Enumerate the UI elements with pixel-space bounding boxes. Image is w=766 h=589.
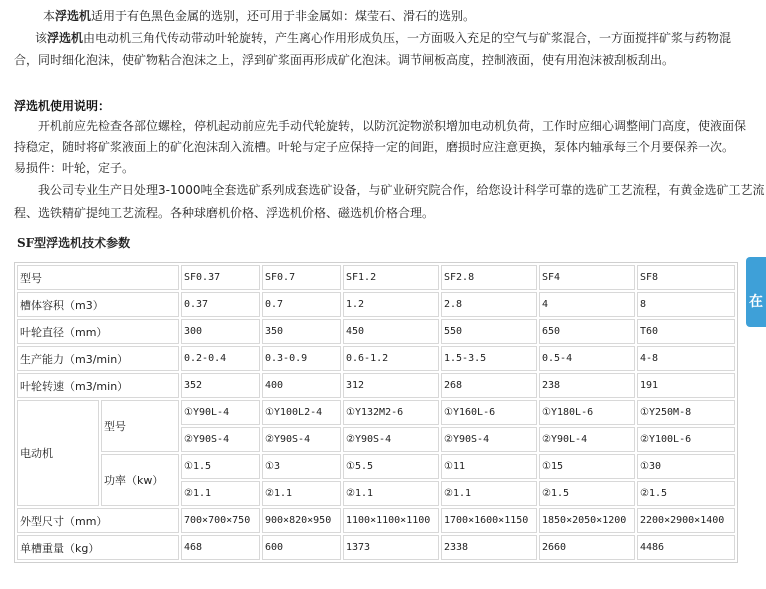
- intro2-keyword: 浮选机: [47, 31, 84, 45]
- intro-paragraph-2-line1: [35, 27, 731, 49]
- table-cell: 400: [262, 373, 341, 398]
- table-cell: 650: [539, 319, 635, 344]
- table-cell: 4-8: [637, 346, 735, 371]
- usage-spare-parts: 易损件：叶轮，定子。: [14, 161, 135, 175]
- table-row: [17, 265, 735, 290]
- usage-line-2: 持稳定，随时将矿浆液面上的矿化泡沫刮入流槽。叶轮与定子应保持一定的间距，磨损时应注意更换，泵体内轴承每三个月要保养一次。: [14, 140, 735, 154]
- table-cell: SF1.2: [343, 265, 439, 290]
- table-cell: 700×700×750: [181, 508, 260, 533]
- table-cell: ②1.1: [343, 481, 439, 506]
- table-row: [17, 454, 735, 479]
- weight-label: 单槽重量（kg）: [17, 535, 179, 560]
- table-row: [17, 508, 735, 533]
- table-cell: 2660: [539, 535, 635, 560]
- company-line-2: 程、选铁精矿提纯工艺流程。各种球磨机价格、浮选机价格、磁选机价格合理。: [14, 206, 435, 220]
- table-cell: 900×820×950: [262, 508, 341, 533]
- table-row: [17, 373, 735, 398]
- intro-paragraph-2-line2: 合，同时细化泡沫，使矿物粘合泡沫之上，浮到矿浆面再形成矿化泡沫。调节闸板高度，控制液面，使有用泡沫被刮板刮出。: [14, 53, 675, 67]
- table-cell: SF8: [637, 265, 735, 290]
- table-cell: ②Y90S-4: [343, 427, 439, 452]
- intro2-text: 由电动机三角代传动带动叶轮旋转，产生离心作用形成负压，一方面吸入充足的空气与矿浆混合，一方面搅拌矿浆与药物混: [83, 31, 732, 45]
- table-cell: 1100×1100×1100: [343, 508, 439, 533]
- table-cell: 0.6-1.2: [343, 346, 439, 371]
- intro-prefix: 本: [43, 9, 56, 23]
- table-row: [17, 535, 735, 560]
- table-cell: ②Y100L-6: [637, 427, 735, 452]
- table-cell: ②1.1: [181, 481, 260, 506]
- online-service-tab-label: 在: [749, 294, 763, 310]
- impeller-dia-label: 叶轮直径（mm）: [17, 319, 179, 344]
- table-cell: ①3: [262, 454, 341, 479]
- table-cell: ②1.1: [441, 481, 537, 506]
- table-cell: 1850×2050×1200: [539, 508, 635, 533]
- table-cell: ①5.5: [343, 454, 439, 479]
- model-label: 型号: [17, 265, 179, 290]
- motor-label: 电动机: [17, 400, 99, 506]
- table-cell: 4: [539, 292, 635, 317]
- table-cell: 2200×2900×1400: [637, 508, 735, 533]
- table-cell: ②Y90S-4: [441, 427, 537, 452]
- volume-label: 槽体容积（m3）: [17, 292, 179, 317]
- table-cell: 0.37: [181, 292, 260, 317]
- spec-table: [14, 262, 738, 563]
- table-cell: ②Y90L-4: [539, 427, 635, 452]
- table-cell: ②1.1: [262, 481, 341, 506]
- table-cell: ①15: [539, 454, 635, 479]
- motor-power-label: 功率（kw）: [101, 454, 179, 506]
- table-row: [17, 346, 735, 371]
- size-label: 外型尺寸（mm）: [17, 508, 179, 533]
- table-cell: SF4: [539, 265, 635, 290]
- intro2-prefix: 该: [35, 31, 48, 45]
- table-cell: 268: [441, 373, 537, 398]
- table-cell: 0.3-0.9: [262, 346, 341, 371]
- table-cell: 450: [343, 319, 439, 344]
- table-cell: 8: [637, 292, 735, 317]
- table-cell: ②Y90S-4: [181, 427, 260, 452]
- table-cell: 468: [181, 535, 260, 560]
- intro-paragraph-1: [43, 5, 475, 27]
- table-cell: ②1.5: [637, 481, 735, 506]
- table-cell: 4486: [637, 535, 735, 560]
- table-cell: 312: [343, 373, 439, 398]
- table-cell: ①Y160L-6: [441, 400, 537, 425]
- table-cell: ①Y90L-4: [181, 400, 260, 425]
- table-cell: 550: [441, 319, 537, 344]
- company-line-1: 我公司专业生产日处理3-1000吨全套选矿系列成套选矿设备，与矿业研究院合作，给您设计科学可靠的选矿工艺流程，有黄金选矿工艺流: [38, 183, 765, 197]
- table-cell: ①1.5: [181, 454, 260, 479]
- table-cell: 0.2-0.4: [181, 346, 260, 371]
- table-cell: 352: [181, 373, 260, 398]
- table-cell: 0.7: [262, 292, 341, 317]
- table-cell: 191: [637, 373, 735, 398]
- intro-keyword: 浮选机: [55, 9, 92, 23]
- motor-model-label: 型号: [101, 400, 179, 452]
- speed-label: 叶轮转速（m3/min）: [17, 373, 179, 398]
- table-cell: 1.5-3.5: [441, 346, 537, 371]
- table-row: [17, 292, 735, 317]
- table-cell: T60: [637, 319, 735, 344]
- capacity-label: 生产能力（m3/min）: [17, 346, 179, 371]
- table-cell: 2.8: [441, 292, 537, 317]
- usage-heading: 浮选机使用说明：: [14, 99, 111, 113]
- table-row: [17, 319, 735, 344]
- table-cell: ②1.5: [539, 481, 635, 506]
- table-cell: ①11: [441, 454, 537, 479]
- table-cell: SF0.37: [181, 265, 260, 290]
- table-row: [17, 400, 735, 425]
- usage-line-1: 开机前应先检查各部位螺栓，停机起动前应先手动代轮旋转，以防沉淀物淤积增加电动机负荷，工作时应细心调整闸门高度，使液面保: [38, 119, 747, 133]
- table-cell: 238: [539, 373, 635, 398]
- table-cell: 1700×1600×1150: [441, 508, 537, 533]
- table-cell: ①Y132M2-6: [343, 400, 439, 425]
- table-cell: ①30: [637, 454, 735, 479]
- table-cell: 350: [262, 319, 341, 344]
- table-cell: SF2.8: [441, 265, 537, 290]
- table-cell: SF0.7: [262, 265, 341, 290]
- table-cell: 600: [262, 535, 341, 560]
- table-cell: 1373: [343, 535, 439, 560]
- table-cell: 0.5-4: [539, 346, 635, 371]
- table-cell: ②Y90S-4: [262, 427, 341, 452]
- table-cell: 300: [181, 319, 260, 344]
- table-cell: 1.2: [343, 292, 439, 317]
- table-title: SF型浮选机技术参数: [17, 236, 131, 250]
- intro-text: 适用于有色黑色金属的选别，还可用于非金属如：煤莹石、滑石的选别。: [91, 9, 476, 23]
- table-cell: ①Y250M-8: [637, 400, 735, 425]
- table-cell: 2338: [441, 535, 537, 560]
- online-service-tab[interactable]: [746, 257, 766, 327]
- table-cell: ①Y180L-6: [539, 400, 635, 425]
- table-cell: ①Y100L2-4: [262, 400, 341, 425]
